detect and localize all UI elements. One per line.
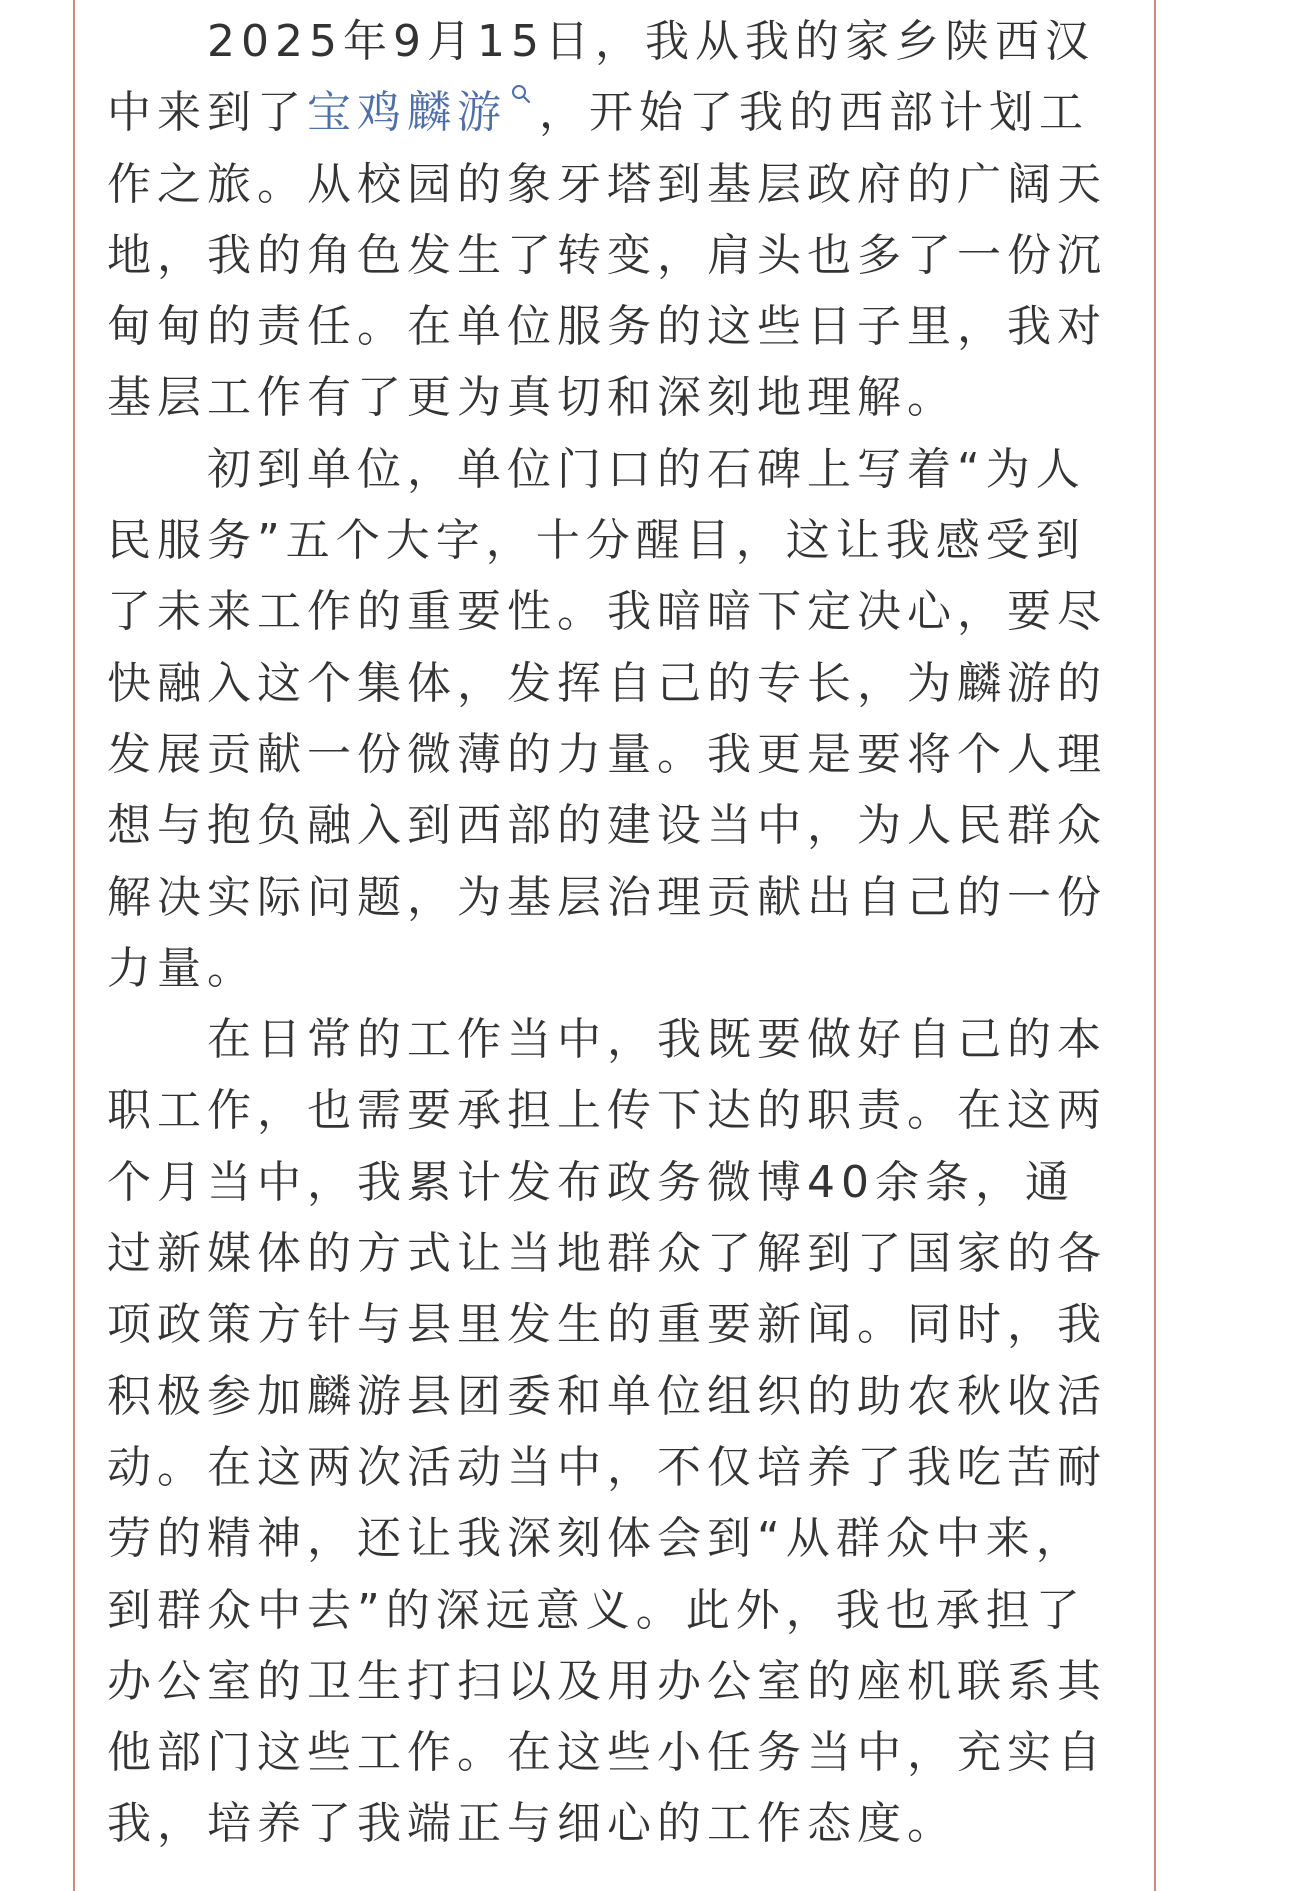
text-line: 他部门这些工作。在这些小任务当中，充实自	[107, 1727, 1107, 1779]
paragraph-2	[107, 434, 1147, 1004]
article-body	[107, 6, 1147, 1860]
text-line: 民服务”五个大字，十分醒目，这让我感受到	[107, 515, 1086, 567]
text-line: 我，培养了我端正与细心的工作态度。	[107, 1798, 957, 1850]
text-line: 发展贡献一份微薄的力量。我更是要将个人理	[107, 728, 1107, 780]
text-line: 解决实际问题，为基层治理贡献出自己的一份	[107, 871, 1107, 923]
text-line	[107, 77, 1147, 148]
text-segment: 中来到了	[107, 87, 307, 139]
text-line: 办公室的卫生打扫以及用办公室的座机联系其	[107, 1655, 1107, 1707]
text-line: 快融入这个集体，发挥自己的专长，为麟游的	[107, 657, 1107, 709]
text-line: 个月当中，我累计发布政务微博40余条，通	[107, 1156, 1075, 1208]
text-line: 到群众中去”的深远意义。此外，我也承担了	[107, 1584, 1086, 1636]
text-line: 职工作，也需要承担上传下达的职责。在这两	[107, 1085, 1107, 1137]
text-line: 作之旅。从校园的象牙塔到基层政府的广阔天	[107, 158, 1107, 210]
paragraph-1	[107, 6, 1147, 434]
text-line: 力量。	[107, 942, 257, 994]
text-line: 动。在这两次活动当中，不仅培养了我吃苦耐	[107, 1441, 1107, 1493]
keyword-link-label[interactable]: 宝鸡麟游	[307, 87, 507, 139]
text-line: 劳的精神，还让我深刻体会到“从群众中来，	[107, 1513, 1086, 1565]
text-line: 2025年9月15日，我从我的家乡陕西汉	[207, 16, 1095, 67]
text-line: 过新媒体的方式让当地群众了解到了国家的各	[107, 1228, 1107, 1280]
text-line: 了未来工作的重要性。我暗暗下定决心，要尽	[107, 586, 1107, 638]
text-line: 甸甸的责任。在单位服务的这些日子里，我对	[107, 301, 1107, 353]
text-line: 积极参加麟游县团委和单位组织的助农秋收活	[107, 1370, 1107, 1422]
paragraph-3	[107, 1004, 1147, 1860]
right-border-line	[1154, 0, 1156, 1891]
text-line: 项政策方针与县里发生的重要新闻。同时，我	[107, 1299, 1107, 1351]
text-line: 地，我的角色发生了转变，肩头也多了一份沉	[107, 229, 1107, 281]
text-line: 初到单位，单位门口的石碑上写着“为人	[207, 443, 1086, 495]
search-icon[interactable]	[509, 83, 533, 107]
text-line: 想与抱负融入到西部的建设当中，为人民群众	[107, 800, 1107, 852]
text-segment: ，开始了我的西部计划工	[539, 87, 1089, 139]
left-border-line	[73, 0, 75, 1891]
text-line: 基层工作有了更为真切和深刻地理解。	[107, 372, 957, 424]
keyword-link[interactable]	[307, 87, 539, 138]
text-line: 在日常的工作当中，我既要做好自己的本	[207, 1014, 1107, 1066]
